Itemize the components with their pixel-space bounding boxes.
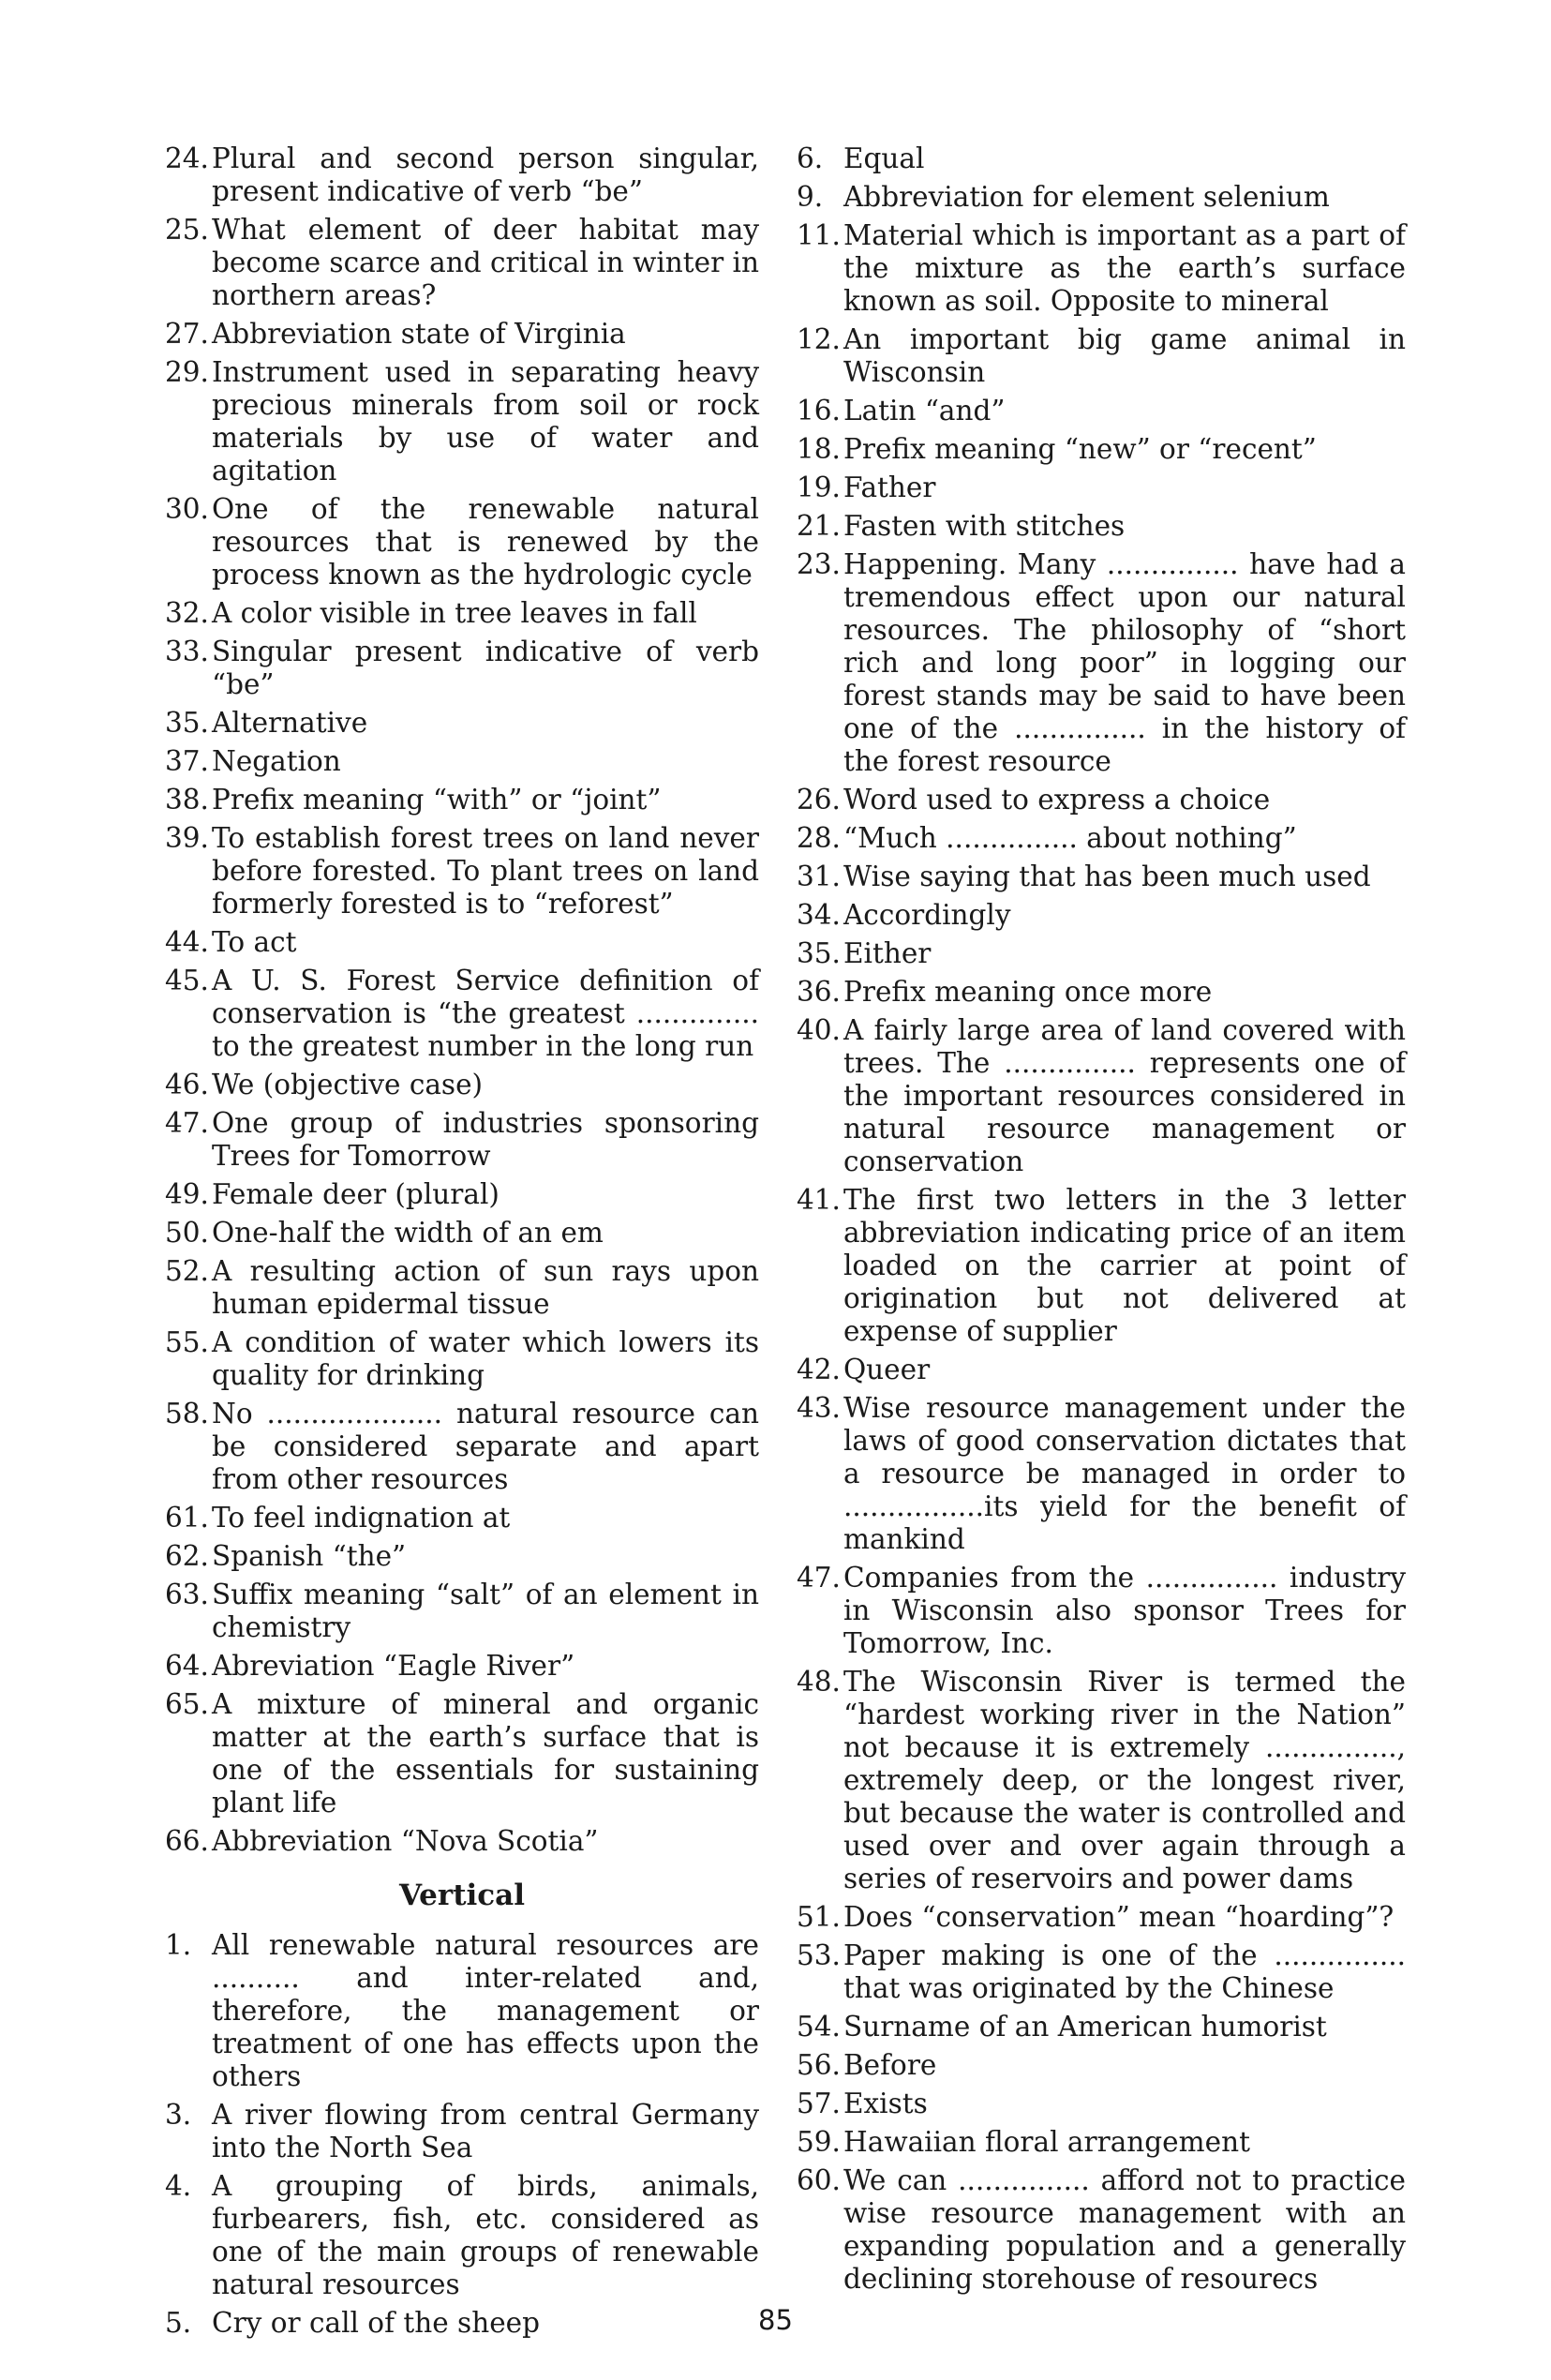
clue-number: 53. (797, 1939, 841, 1971)
clue-text: A mixture of mineral and organic matter at the earth’s surface that is one of the essentials for sustaining plant life (212, 1688, 759, 1819)
clue-number: 1. (165, 1929, 192, 1961)
clue-number: 56. (797, 2049, 841, 2081)
clue-text: Abreviation “Eagle River” (212, 1650, 575, 1682)
clue-item (165, 2170, 759, 2301)
clue-number: 41. (797, 1184, 841, 1216)
clue-number: 32. (165, 597, 209, 629)
clue-text: The Wisconsin River is termed the “hardest working river in the Nation” not because it is extremely ..............., extremely deep, or the longest river, but because the water is controlled and used over and over again through a series of reservoirs and power dams (843, 1666, 1406, 1894)
clue-text: Wise resource management under the laws of good conservation dictates that a resource be managed in order to ................its yield for the benefit of mankind (843, 1392, 1406, 1555)
clue-text: Prefix meaning once more (843, 976, 1213, 1008)
clue-text: All renewable natural resources are .......... and inter-related and, therefore, the management or treatment of one has effects upon the others (212, 1929, 759, 2092)
clue-number: 46. (165, 1069, 209, 1100)
clue-item (797, 2088, 1406, 2120)
clue-text: Cry or call of the sheep (212, 2307, 540, 2339)
clue-item (165, 1650, 759, 1683)
clue-number: 64. (165, 1650, 209, 1682)
clue-item (165, 1255, 759, 1321)
clue-number: 57. (797, 2088, 841, 2119)
clue-number: 21. (797, 510, 841, 542)
clue-item (165, 707, 759, 740)
right-column (797, 142, 1406, 2301)
clue-number: 40. (797, 1014, 841, 1046)
clue-item (797, 1184, 1406, 1348)
clue-text: What element of deer habitat may become scarce and critical in winter in northern areas? (212, 214, 759, 311)
clue-number: 45. (165, 965, 209, 996)
clue-text: Equal (843, 142, 925, 174)
clue-item (165, 1178, 759, 1211)
clue-number: 30. (165, 493, 209, 525)
clue-number: 35. (797, 937, 841, 969)
clue-text: Latin “and” (843, 395, 1006, 427)
clue-number: 65. (165, 1688, 209, 1720)
clue-text: Spanish “the” (212, 1540, 407, 1572)
clue-number: 33. (165, 636, 209, 667)
clue-number: 58. (165, 1398, 209, 1429)
clue-number: 28. (797, 822, 841, 854)
clue-text: One group of industries sponsoring Trees for Tomorrow (212, 1107, 759, 1172)
clue-text: A grouping of birds, animals, furbearers, fish, etc. considered as one of the main groups of renewable natural resources (212, 2170, 759, 2300)
clue-item (797, 472, 1406, 504)
clue-number: 36. (797, 976, 841, 1008)
clue-number: 59. (797, 2126, 841, 2158)
clue-text: Paper making is one of the ............... that was originated by the Chinese (843, 1939, 1406, 2004)
clue-text: A U. S. Forest Service definition of conservation is “the greatest .............. to the greatest number in the long run (212, 965, 759, 1062)
clue-number: 35. (165, 707, 209, 739)
clue-text: To feel indignation at (212, 1502, 511, 1534)
clue-item (797, 1666, 1406, 1895)
clue-item (797, 2049, 1406, 2082)
clue-number: 47. (797, 1562, 841, 1594)
clue-text: No .................... natural resource can be considered separate and apart from other resources (212, 1398, 759, 1495)
clue-number: 16. (797, 395, 841, 427)
clue-item (165, 597, 759, 630)
clue-item (797, 861, 1406, 893)
clue-text: One of the renewable natural resources that is renewed by the process known as the hydrologic cycle (212, 493, 759, 591)
clue-number: 52. (165, 1255, 209, 1287)
clue-number: 27. (165, 318, 209, 350)
clue-number: 23. (797, 548, 841, 580)
clue-item (797, 1562, 1406, 1660)
clue-text: To establish forest trees on land never before forested. To plant trees on land formerly forested is to “reforest” (212, 822, 759, 920)
clue-item (165, 1107, 759, 1173)
clue-item (165, 1929, 759, 2093)
clue-number: 54. (797, 2011, 841, 2043)
clue-text: Plural and second person singular, present indicative of verb “be” (212, 142, 759, 207)
vertical-heading: Vertical (398, 1879, 526, 1912)
clue-number: 4. (165, 2170, 192, 2202)
clue-text: Female deer (plural) (212, 1178, 500, 1210)
clue-number: 43. (797, 1392, 841, 1424)
clue-text: We can ............... afford not to practice wise resource management with an expanding population and a generally declining storehouse of resourecs (843, 2164, 1406, 2295)
clue-number: 44. (165, 926, 209, 958)
page-number: 85 (758, 2304, 793, 2336)
clue-item (797, 323, 1406, 389)
clue-number: 26. (797, 784, 841, 816)
clue-text: Happening. Many ............... have had a tremendous effect upon our natural resources. The philosophy of “short rich and long poor” in logging our forest stands may be said to have been one of the ............... in the history of the forest resource (843, 548, 1406, 777)
clue-item (165, 1540, 759, 1573)
clue-number: 31. (797, 861, 841, 892)
clue-number: 60. (797, 2164, 841, 2196)
clue-item (797, 510, 1406, 543)
clue-item (797, 784, 1406, 816)
clue-item (165, 965, 759, 1063)
clue-item (797, 937, 1406, 970)
clue-text: Negation (212, 745, 341, 777)
clue-item (797, 1354, 1406, 1386)
clue-number: 9. (797, 181, 824, 213)
clue-item (165, 1217, 759, 1250)
clue-number: 61. (165, 1502, 209, 1534)
clue-text: Before (843, 2049, 937, 2081)
clue-item (165, 1688, 759, 1819)
clue-text: An important big game animal in Wisconsin (843, 323, 1406, 388)
clue-item (165, 318, 759, 351)
clue-number: 19. (797, 472, 841, 503)
clue-number: 25. (165, 214, 209, 246)
clue-item (797, 219, 1406, 318)
clue-number: 12. (797, 323, 841, 355)
clue-item (165, 493, 759, 591)
clue-item (797, 548, 1406, 778)
clue-text: Word used to express a choice (843, 784, 1271, 816)
clue-text: Abbreviation “Nova Scotia” (212, 1825, 599, 1857)
left-column (165, 142, 759, 2345)
clue-text: One-half the width of an em (212, 1217, 604, 1249)
clue-item (165, 214, 759, 312)
clue-item (165, 1398, 759, 1496)
clue-text: Exists (843, 2088, 928, 2119)
clue-text: Suffix meaning “salt” of an element in chemistry (212, 1579, 759, 1643)
clue-item (797, 2126, 1406, 2159)
clue-text: A color visible in tree leaves in fall (212, 597, 697, 629)
clue-text: Prefix meaning “with” or “joint” (212, 784, 662, 816)
clue-item (165, 356, 759, 487)
clue-item (797, 181, 1406, 214)
clue-item (797, 822, 1406, 855)
clue-item (165, 745, 759, 778)
clue-number: 18. (797, 433, 841, 465)
clue-text: Alternative (212, 707, 368, 739)
clue-text: To act (212, 926, 297, 958)
clue-item (165, 1579, 759, 1644)
clue-item (797, 976, 1406, 1009)
clue-text: A river flowing from central Germany into the North Sea (212, 2099, 759, 2163)
clue-number: 11. (797, 219, 841, 251)
vertical-clue-list-continued (797, 142, 1406, 2296)
clue-text: Material which is important as a part of the mixture as the earth’s surface known as soil. Opposite to mineral (843, 219, 1406, 317)
clue-item (165, 1502, 759, 1534)
horizontal-clue-list (165, 142, 759, 1858)
clue-item (797, 433, 1406, 466)
clue-text: Prefix meaning “new” or “recent” (843, 433, 1317, 465)
clue-text: Companies from the ............... industry in Wisconsin also sponsor Trees for Tomorrow, Inc. (843, 1562, 1406, 1659)
clue-text: Fasten with stitches (843, 510, 1126, 542)
clue-item (797, 1901, 1406, 1934)
clue-text: Queer (843, 1354, 931, 1385)
clue-item (797, 1939, 1406, 2005)
clue-item (797, 2011, 1406, 2043)
clue-item (165, 822, 759, 921)
clue-number: 29. (165, 356, 209, 388)
clue-number: 6. (797, 142, 824, 174)
clue-item (165, 1825, 759, 1858)
clue-text: Hawaiian floral arrangement (843, 2126, 1250, 2158)
clue-number: 39. (165, 822, 209, 854)
clue-text: Instrument used in separating heavy precious minerals from soil or rock materials by use of water and agitation (212, 356, 759, 486)
clue-number: 37. (165, 745, 209, 777)
clue-item (165, 1326, 759, 1392)
clue-item (165, 926, 759, 959)
clue-item (797, 395, 1406, 427)
clue-text: Abbreviation for element selenium (843, 181, 1330, 213)
clue-number: 47. (165, 1107, 209, 1139)
clue-number: 24. (165, 142, 209, 174)
clue-item (797, 1392, 1406, 1556)
clue-item (797, 142, 1406, 175)
clue-text: A resulting action of sun rays upon human epidermal tissue (212, 1255, 759, 1320)
clue-number: 34. (797, 899, 841, 931)
vertical-clue-list (165, 1929, 759, 2340)
clue-number: 48. (797, 1666, 841, 1698)
clue-text: Surname of an American humorist (843, 2011, 1327, 2043)
clue-text: A condition of water which lowers its quality for drinking (212, 1326, 759, 1391)
clue-item (797, 2164, 1406, 2296)
clue-text: Either (843, 937, 932, 969)
clue-item (165, 2099, 759, 2164)
clue-number: 55. (165, 1326, 209, 1358)
clue-item (797, 899, 1406, 932)
clue-number: 38. (165, 784, 209, 816)
clue-text: A fairly large area of land covered with trees. The ............... represents one of the important resources considered in natural resource management or conservation (843, 1014, 1406, 1177)
clue-text: Father (843, 472, 936, 503)
clue-text: The first two letters in the 3 letter abbreviation indicating price of an item loaded on the carrier at point of origination but not delivered at expense of supplier (843, 1184, 1406, 1347)
clue-item (165, 784, 759, 816)
clue-item (165, 636, 759, 701)
clue-text: Wise saying that has been much used (843, 861, 1371, 892)
clue-number: 62. (165, 1540, 209, 1572)
clue-item (165, 1069, 759, 1101)
clue-text: Does “conservation” mean “hoarding”? (843, 1901, 1394, 1933)
clue-number: 66. (165, 1825, 209, 1857)
clue-number: 42. (797, 1354, 841, 1385)
clue-number: 63. (165, 1579, 209, 1610)
clue-text: Abbreviation state of Virginia (212, 318, 626, 350)
clue-number: 51. (797, 1901, 841, 1933)
clue-number: 3. (165, 2099, 192, 2131)
clue-item (797, 1014, 1406, 1178)
clue-text: Accordingly (843, 899, 1011, 931)
clue-text: “Much ............... about nothing” (843, 822, 1297, 854)
clue-number: 5. (165, 2307, 192, 2339)
clue-text: We (objective case) (212, 1069, 484, 1100)
clue-item (165, 142, 759, 208)
clue-number: 50. (165, 1217, 209, 1249)
clue-text: Singular present indicative of verb “be” (212, 636, 759, 700)
clue-number: 49. (165, 1178, 209, 1210)
